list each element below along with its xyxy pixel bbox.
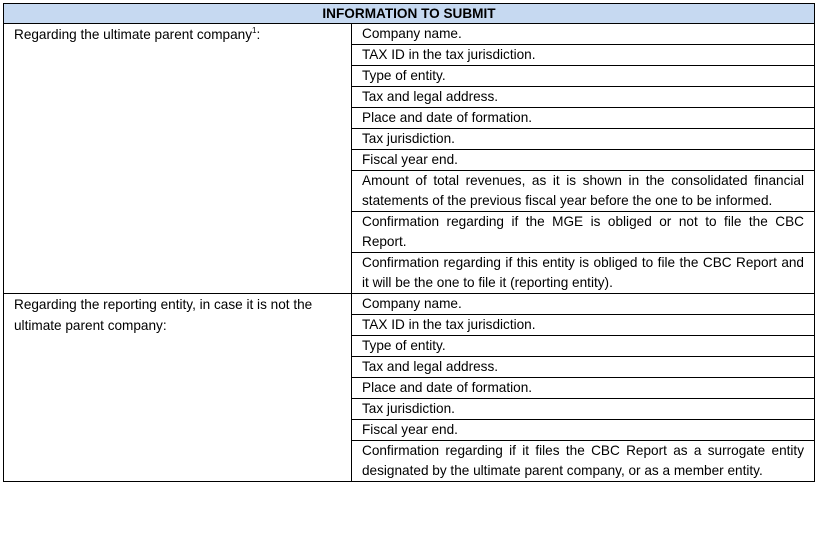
section-label-suffix: : (256, 27, 261, 42)
list-item: Type of entity. (352, 336, 815, 357)
list-item: Confirmation regarding if this entity is obliged to file the CBC Report and it will be the one to file it (reporting entity). (352, 253, 815, 294)
list-item: Fiscal year end. (352, 420, 815, 441)
list-item: Company name. (352, 294, 815, 315)
list-item: TAX ID in the tax jurisdiction. (352, 45, 815, 66)
list-item: Amount of total revenues, as it is shown in the consolidated financial statements of the previous fiscal year before the one to be informed. (352, 171, 815, 212)
list-item: Place and date of formation. (352, 378, 815, 399)
table-row (4, 24, 815, 45)
list-item: Confirmation regarding if the MGE is obliged or not to file the CBC Report. (352, 212, 815, 253)
list-item: Company name. (352, 24, 815, 45)
list-item: Tax jurisdiction. (352, 399, 815, 420)
header-row (4, 4, 815, 24)
list-item: Tax and legal address. (352, 87, 815, 108)
list-item: Tax jurisdiction. (352, 129, 815, 150)
list-item: Type of entity. (352, 66, 815, 87)
footnote-ref: 1 (252, 26, 257, 35)
list-item: Tax and legal address. (352, 357, 815, 378)
list-item: TAX ID in the tax jurisdiction. (352, 315, 815, 336)
list-item: Place and date of formation. (352, 108, 815, 129)
table-header-title: INFORMATION TO SUBMIT (4, 4, 815, 24)
information-table (3, 3, 815, 482)
table-row (4, 294, 815, 315)
section-label-ultimate-parent (4, 24, 352, 294)
list-item: Fiscal year end. (352, 150, 815, 171)
list-item: Confirmation regarding if it files the CBC Report as a surrogate entity designated by the ultimate parent company, or as a member entity. (352, 441, 815, 482)
section-label-text: Regarding the ultimate parent company (14, 27, 253, 42)
section-label-reporting-entity: Regarding the reporting entity, in case it is not the ultimate parent company: (4, 294, 352, 482)
